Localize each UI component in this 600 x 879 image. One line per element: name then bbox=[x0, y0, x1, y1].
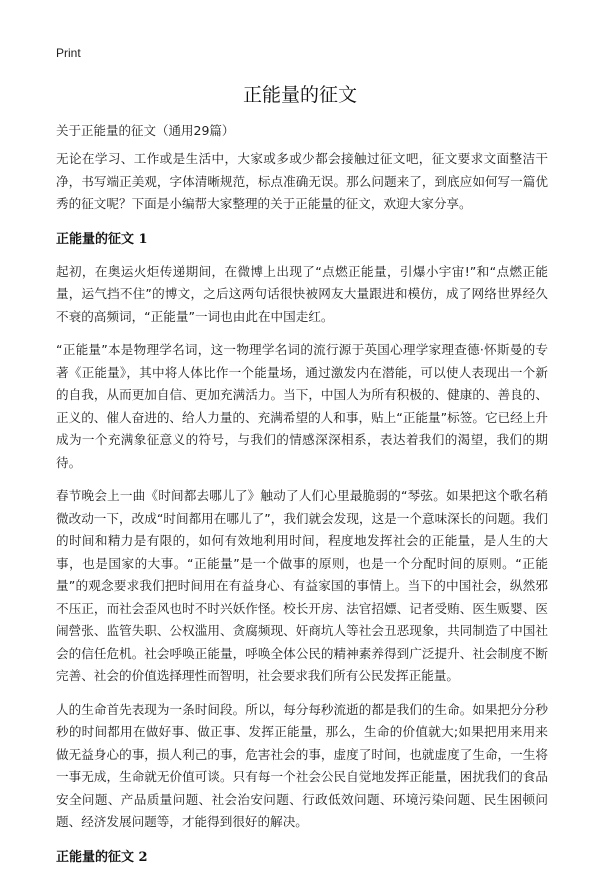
section-heading: 正能量的征文 2 bbox=[56, 849, 148, 865]
document-subtitle: 关于正能量的征文（通用29篇） bbox=[56, 123, 235, 138]
body-paragraph: 春节晚会上一曲《时间都去哪儿了》触动了人们心里最脆弱的“琴弦。如果把这个歌名稍微改动一下，改成“时间都用在哪儿了”，我们就会发现，这是一个意味深长的问题。我们的时间和精力是有限的，如何有效地利用时间，程度地发挥社会的正能量，是人生的大事，也是国家的大事。“正能量”是一个做事的原则，也是一个分配时间的原则。“正能量”的观念要求我们把时间用在有益身心、有益家国的事情上。当下的中国社会，纵然邪不压正，而社会歪风也时不时兴妖作怪。校长开房、法官招嫖、记者受贿、医生贩婴、医闹營张、监管失职、公权滥用、贪腐频现、奸商坑人等社会丑恶现象，共同制造了中国社会的信任危机。社会呼唤正能量，呼唤全体公民的精神素养得到广泛提升、社会制度不断完善、社会的价值选择理性而智明，社会要求我们所有公民发挥正能量。 bbox=[56, 488, 548, 683]
section-heading: 正能量的征文 1 bbox=[56, 231, 148, 247]
intro-paragraph: 无论在学习、工作或是生活中，大家或多或少都会接触过征文吧，征文要求文面整洁干净，书写端正美观，字体清晰规范，标点准确无误。那么问题来了，到底应如何写一篇优秀的征文呢？下面是小编帮大家整理的关于正能量的征文，欢迎大家分享。 bbox=[56, 151, 548, 211]
print-label[interactable]: Print bbox=[56, 46, 81, 60]
page-title: 正能量的征文 bbox=[242, 84, 357, 106]
document-body bbox=[56, 148, 548, 879]
body-paragraph: 起初，在奥运火炬传递期间，在微博上出现了“点燃正能量，引爆小宇宙!”和“点燃正能量，运气挡不住”的博文，之后这两句话很快被网友大量跟进和模仿，成了网络世界经久不衰的高频词，“正能量”一词也由此在中国走红。 bbox=[56, 263, 548, 324]
body-paragraph: 人的生命首先表现为一条时间段。所以，每分每秒流逝的都是我们的生命。如果把分分秒秒的时间都用在做好事、做正事、发挥正能量，那么，生命的价值就大;如果把用来用来做无益身心的事，损人利己的事，危害社会的事，虚度了时间，也就虚度了生命，一生将一事无成，生命就无价值可谈。只有每一个社会公民自觉地发挥正能量，困扰我们的食品安全问题、产品质量问题、社会治安问题、行政低效问题、环境污染问题、民生困顿问题、经济发展问题等，才能得到很好的解决。 bbox=[56, 701, 548, 829]
body-paragraph: “正能量”本是物理学名词，这一物理学名词的流行源于英国心理学家理查德·怀斯曼的专著《正能量》，其中将人体比作一个能量场，通过激发内在潜能，可以使人表现出一个新的自我，从而更加自信、更加充满活力。当下，中国人为所有积极的、健康的、善良的、正义的、催人奋进的、给人力量的、充满希望的人和事，贴上“正能量”标签。它已经上升成为一个充满象征意义的符号，与我们的情感深深相系，表达着我们的渴望，我们的期待。 bbox=[56, 342, 548, 470]
